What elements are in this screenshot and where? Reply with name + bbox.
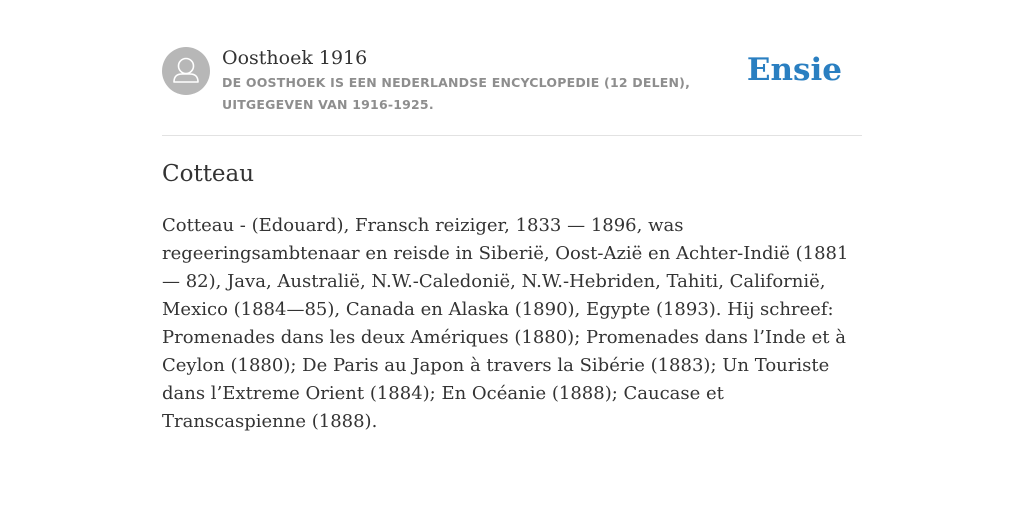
user-avatar-icon[interactable] [162,47,210,95]
entry-body: Cotteau - (Edouard), Fransch reiziger, 1833 — 1896, was regeeringsambtenaar en reisde in Siberië, Oost-Azië en Achter-Indië (1881 — 82), Java, Australië, N.W.-Caledonië, N.W.-Hebriden, Tahiti, Californië, Mexico (1884—85), Canada en Alaska (1890), Egypte (1893). Hij schreef: Promenades dans les deux Amériques (1880); Promenades dans l’Inde et à Ceylon (1880); De Paris au Japon à travers la Sibérie (1883); Un Touriste dans l’Extreme Orient (1884); En Océanie (1888); Caucase et Transcaspienne (1888). [162,215,849,432]
source-header [162,0,862,136]
source-title[interactable]: Oosthoek 1916 [222,47,368,69]
source-description: DE OOSTHOEK IS EEN NEDERLANDSE ENCYCLOPEDIE (12 DELEN), UITGEGEVEN VAN 1916-1925. [222,75,691,112]
entry-card [162,0,862,432]
ensie-logo-link[interactable]: Ensie [746,52,842,88]
entry-title: Cotteau [162,161,255,187]
